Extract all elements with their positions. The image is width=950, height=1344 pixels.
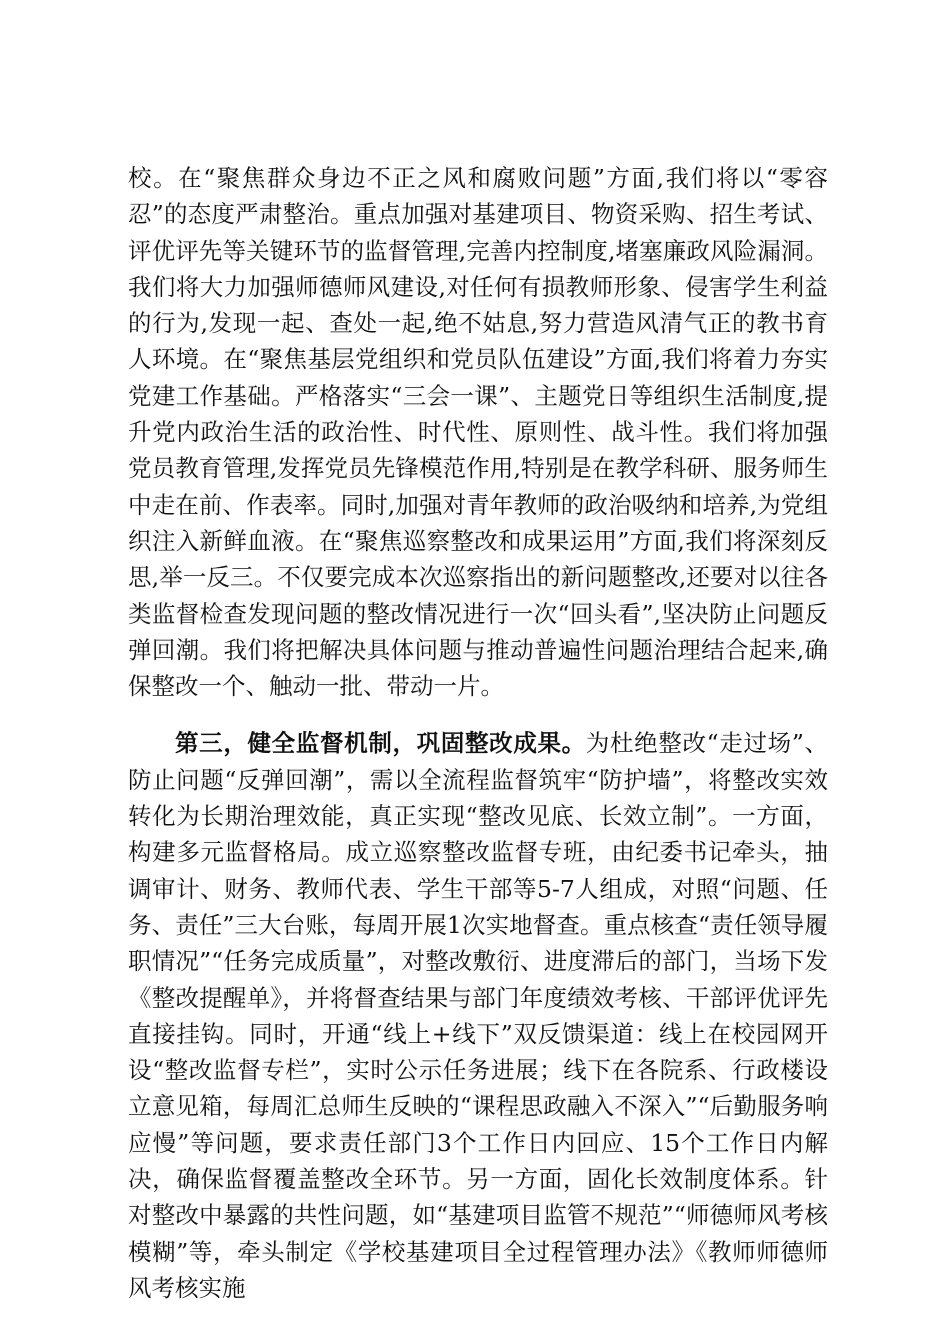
document-body xyxy=(128,160,828,1306)
paragraph-body-text: 为杜绝整改“走过场”、防止问题“反弹回潮”，需以全流程监督筑牢“防护墙”，将整改实效转化为长期治理效能，真正实现“整改见底、长效立制”。一方面，构建多元监督格局。成立巡察整改监督专班，由纪委书记牵头，抽调审计、财务、教师代表、学生干部等5-7人组成，对照“问题、任务、责任”三大台账，每周开展1次实地督查。重点核查“责任领导履职情况”“任务完成质量”，对整改敷衍、进度滞后的部门，当场下发《整改提醒单》，并将督查结果与部门年度绩效考核、干部评优评先直接挂钩。同时，开通“线上+线下”双反馈渠道：线上在校园网开设“整改监督专栏”，实时公示任务进展；线下在各院系、行政楼设立意见箱，每周汇总师生反映的“课程思政融入不深入”“后勤服务响应慢”等问题，要求责任部门3个工作日内回应、15个工作日内解决，确保监督覆盖整改全环节。另一方面，固化长效制度体系。针对整改中暴露的共性问题，如“基建项目监管不规范”“师德师风考核模糊”等，牵头制定《学校基建项目全过程管理办法》《教师师德师风考核实施 xyxy=(128,729,829,1302)
paragraph-lead-heading: 第三，健全监督机制，巩固整改成果。 xyxy=(175,729,586,758)
paragraph-third-point xyxy=(128,725,828,1306)
paragraph-continued: 校。在“聚焦群众身边不正之风和腐败问题”方面,我们将以“零容忍”的态度严肃整治。重点加强对基建项目、物资采购、招生考试、评优评先等关键环节的监督管理,完善内控制度,堵塞廉政风险漏洞。我们将大力加强师德师风建设,对任何有损教师形象、侵害学生利益的行为,发现一起、查处一起,绝不姑息,努力营造风清气正的教书育人环境。在“聚焦基层党组织和党员队伍建设”方面,我们将着力夯实党建工作基础。严格落实“三会一课”、主题党日等组织生活制度,提升党内政治生活的政治性、时代性、原则性、战斗性。我们将加强党员教育管理,发挥党员先锋模范作用,特别是在教学科研、服务师生中走在前、作表率。同时,加强对青年教师的政治吸纳和培养,为党组织注入新鲜血液。在“聚焦巡察整改和成果运用”方面,我们将深刻反思,举一反三。不仅要完成本次巡察指出的新问题整改,还要对以往各类监督检查发现问题的整改情况进行一次“回头看”,坚决防止问题反弹回潮。我们将把解决具体问题与推动普遍性问题治理结合起来,确保整改一个、触动一批、带动一片。 xyxy=(128,164,828,701)
